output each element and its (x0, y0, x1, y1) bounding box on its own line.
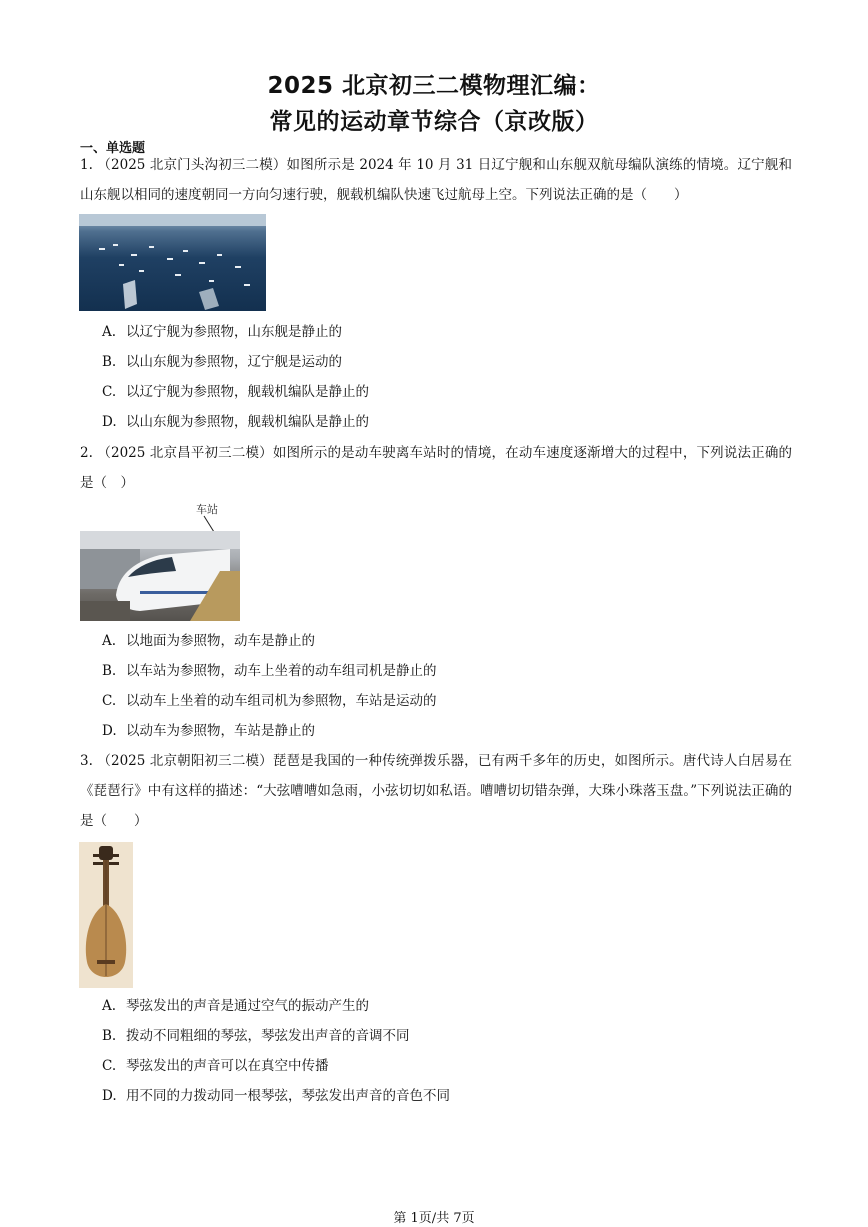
carrier-fleet-image (79, 214, 266, 311)
question-3-option-b: B. 拨动不同粗细的琴弦，琴弦发出声音的音调不同 (102, 1028, 410, 1044)
question-3-option-a: A. 琴弦发出的声音是通过空气的振动产生的 (102, 998, 369, 1014)
question-2-option-b: B. 以车站为参照物，动车上坐着的动车组司机是静止的 (102, 663, 437, 679)
question-3-option-c: C. 琴弦发出的声音可以在真空中传播 (102, 1058, 329, 1074)
question-1-option-c: C. 以辽宁舰为参照物，舰载机编队是静止的 (102, 384, 369, 400)
station-label: 车站 (196, 503, 218, 516)
section-heading: 一、单选题 (80, 141, 146, 156)
document-title-line1: 2025 北京初三二模物理汇编： (267, 73, 601, 99)
question-1-text: 1. （2025 北京门头沟初三二模）如图所示是 2024 年 10 月 31 日辽宁舰和山东舰双航母编队演练的情境。辽宁舰和山东舰以相同的速度朝同一方向匀速行驶，舰载机编队快速飞过航母上空。下列说法正确的是（ ） (80, 157, 792, 203)
question-1-option-b: B. 以山东舰为参照物，辽宁舰是运动的 (102, 354, 342, 370)
high-speed-train-image (80, 531, 240, 621)
question-1-option-d: D. 以山东舰为参照物，舰载机编队是静止的 (102, 414, 369, 430)
question-2-option-c: C. 以动车上坐着的动车组司机为参照物，车站是运动的 (102, 693, 437, 709)
pipa-instrument-image (79, 842, 133, 988)
document-title-line2: 常见的运动章节综合（京改版） (269, 109, 599, 135)
page-footer: 第 1页/共 7页 (393, 1211, 475, 1226)
question-1-option-a: A. 以辽宁舰为参照物，山东舰是静止的 (102, 324, 342, 340)
question-3-option-d: D. 用不同的力拨动同一根琴弦，琴弦发出声音的音色不同 (102, 1088, 450, 1104)
question-3-text: 3. （2025 北京朝阳初三二模）琵琶是我国的一种传统弹拨乐器，已有两千多年的历史，如图所示。唐代诗人白居易在《琵琶行》中有这样的描述：“大弦嘈嘈如急雨，小弦切切如私语。嘈嘈切切错杂弹，大珠小珠落玉盘。”下列说法正确的是（ ） (80, 753, 792, 829)
question-2-option-d: D. 以动车为参照物，车站是静止的 (102, 723, 315, 739)
question-2-text: 2. （2025 北京昌平初三二模）如图所示的是动车驶离车站时的情境，在动车速度逐渐增大的过程中，下列说法正确的是（ ） (80, 445, 792, 491)
question-2-option-a: A. 以地面为参照物，动车是静止的 (102, 633, 315, 649)
